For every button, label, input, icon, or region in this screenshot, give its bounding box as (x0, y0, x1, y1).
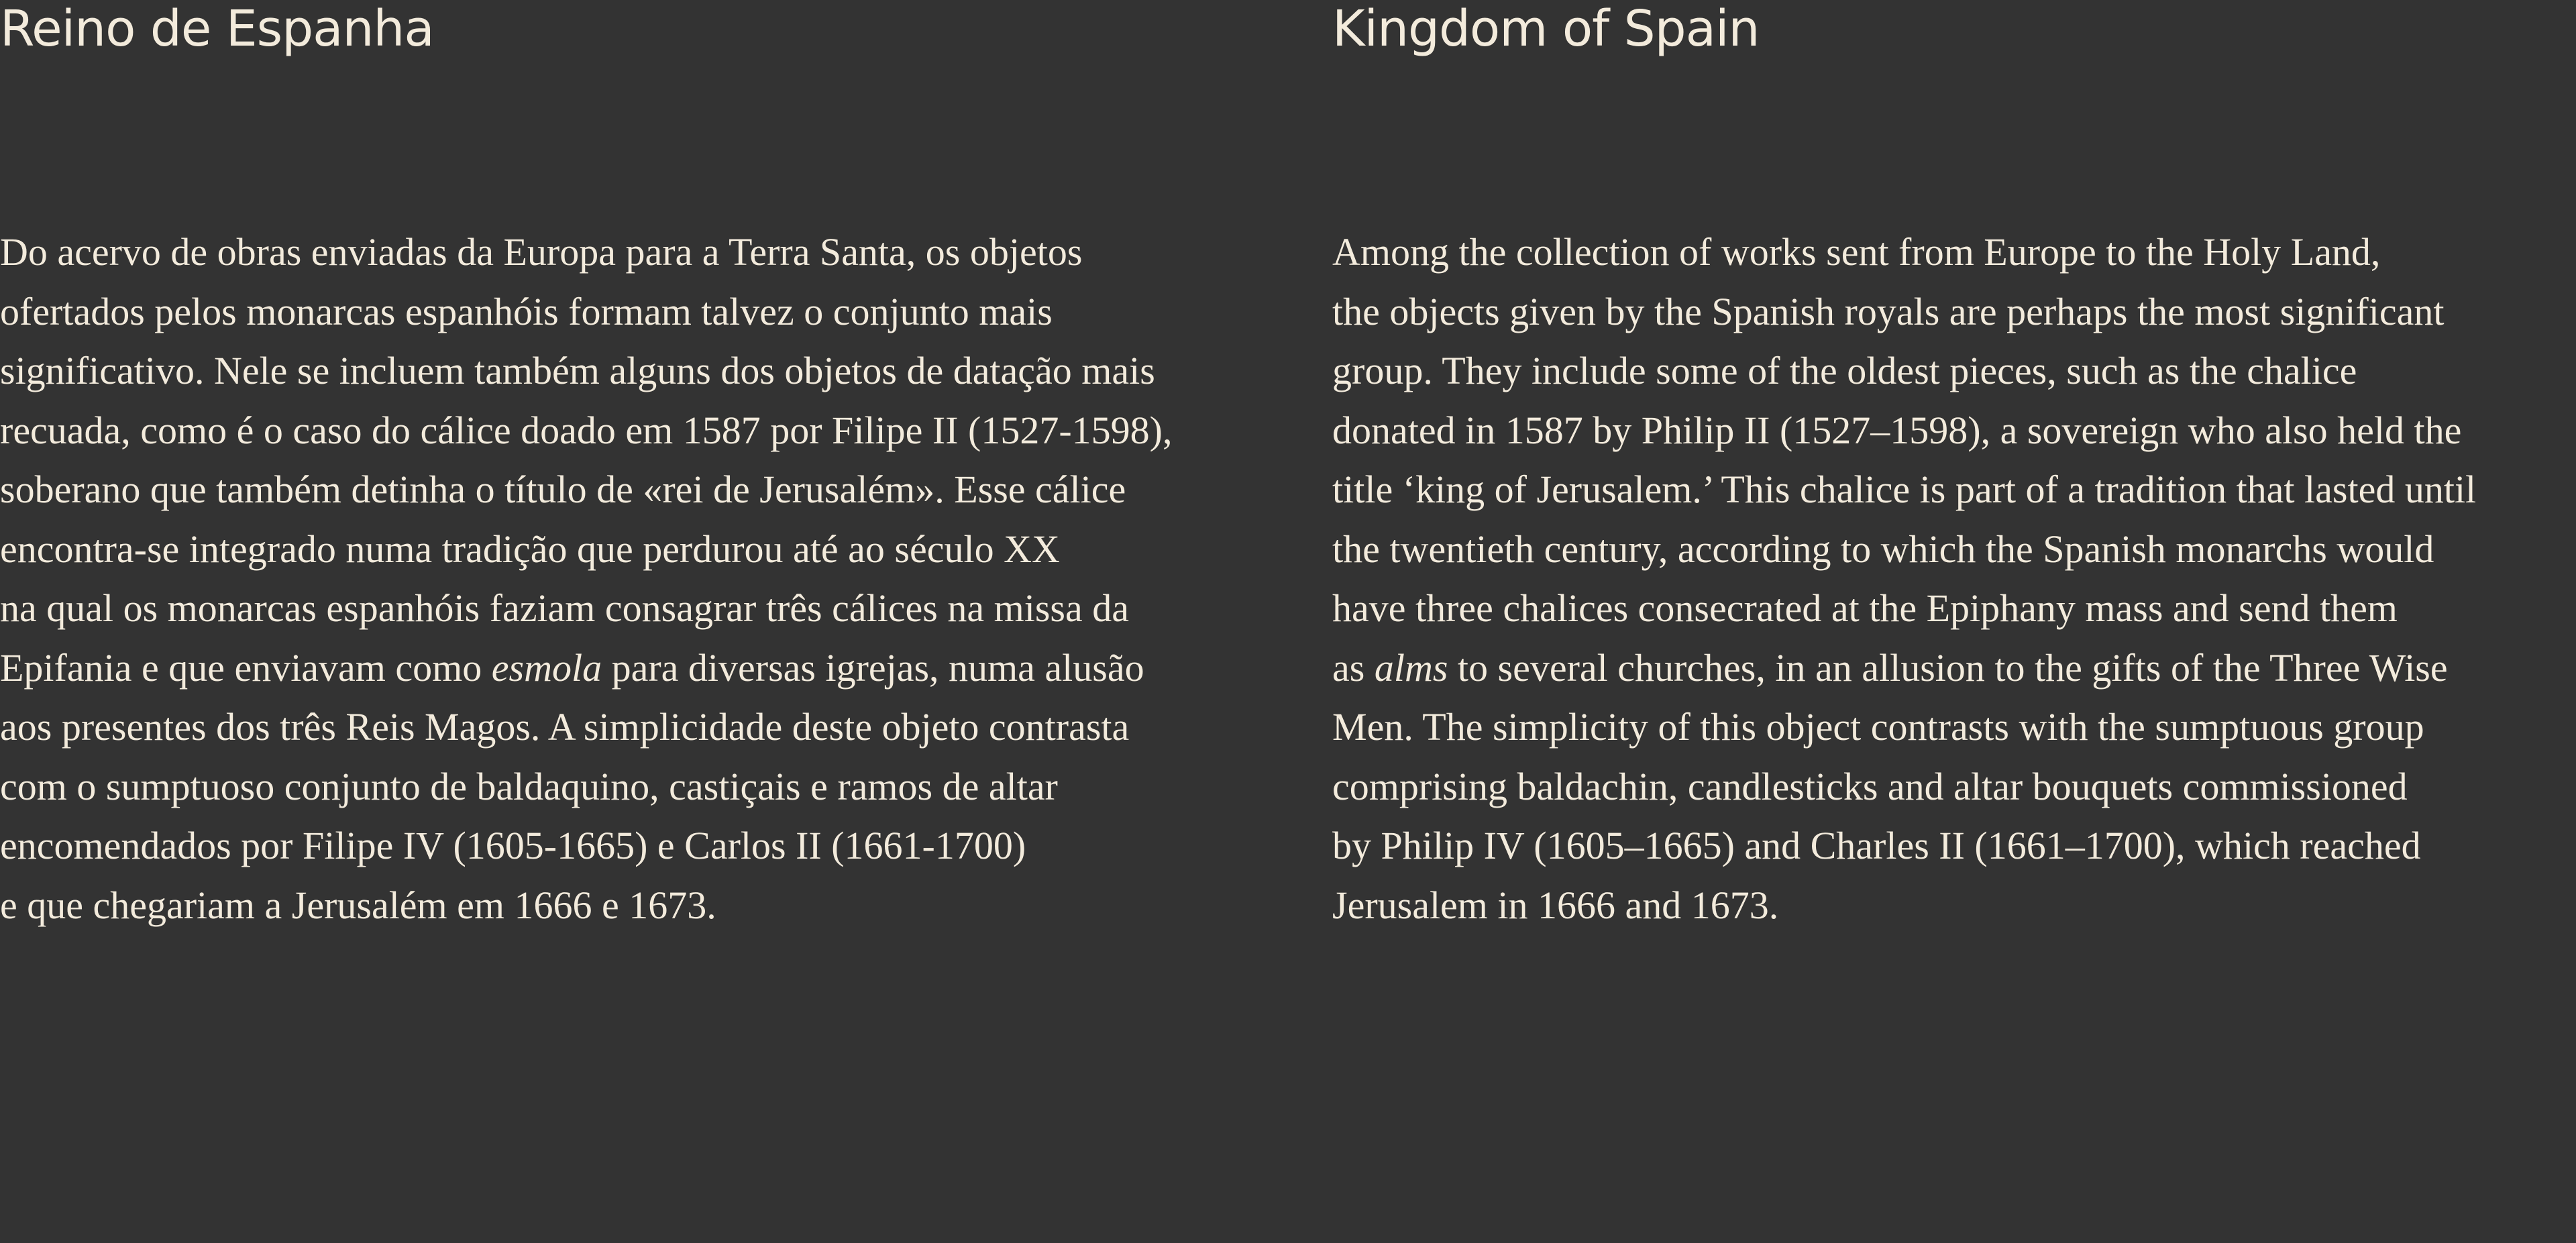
text-segment: para diversas igrejas, numa alusão (602, 645, 1144, 690)
text-line: Do acervo de obras enviadas da Europa para a Terra Santa, os objetos (0, 230, 1083, 274)
text-line (0, 639, 1172, 698)
text-line: encontra-se integrado numa tradição que perdurou até ao século XX (0, 527, 1060, 571)
portuguese-body (0, 223, 1172, 935)
text-line: soberano que também detinha o título de «rei de Jerusalém». Esse cálice (0, 468, 1126, 511)
text-line: group. They include some of the oldest pieces, such as the chalice (1332, 349, 2357, 392)
text-line: Jerusalem in 1666 and 1673. (1332, 883, 1779, 927)
italic-term: esmola (491, 645, 602, 690)
english-column (1332, 0, 2576, 927)
text-segment: as (1332, 645, 1375, 690)
text-line: have three chalices consecrated at the Epiphany mass and send them (1332, 586, 2398, 630)
text-line: comprising baldachin, candlesticks and altar bouquets commissioned (1332, 764, 2408, 808)
text-line: na qual os monarcas espanhóis faziam consagrar três cálices na missa da (0, 586, 1129, 630)
text-line: title ‘king of Jerusalem.’ This chalice is part of a tradition that lasted until (1332, 468, 2477, 511)
text-line: Among the collection of works sent from Europe to the Holy Land, (1332, 230, 2381, 274)
text-line: e que chegariam a Jerusalém em 1666 e 1673. (0, 883, 716, 927)
text-line (1332, 639, 2476, 698)
english-body (1332, 223, 2476, 935)
text-line: recuada, como é o caso do cálice doado em 1587 por Filipe II (1527-1598), (0, 408, 1173, 452)
text-line: Men. The simplicity of this object contrasts with the sumptuous group (1332, 705, 2424, 749)
portuguese-column (0, 0, 1248, 927)
text-line: aos presentes dos três Reis Magos. A simplicidade deste objeto contrasta (0, 705, 1130, 749)
text-line: the objects given by the Spanish royals are perhaps the most significant (1332, 289, 2445, 333)
text-segment: Epifania e que enviavam como (0, 645, 492, 690)
text-line: com o sumptuoso conjunto de baldaquino, castiçais e ramos de altar (0, 764, 1058, 808)
portuguese-title: Reino de Espanha (0, 0, 434, 58)
text-line: significativo. Nele se incluem também alguns dos objetos de datação mais (0, 349, 1155, 392)
text-line: by Philip IV (1605–1665) and Charles II (1661–1700), which reached (1332, 824, 2421, 867)
text-line: donated in 1587 by Philip II (1527–1598), a sovereign who also held the (1332, 408, 2462, 452)
text-line: ofertados pelos monarcas espanhóis formam talvez o conjunto mais (0, 289, 1053, 333)
english-title: Kingdom of Spain (1332, 0, 1760, 58)
italic-term: alms (1374, 645, 1448, 690)
text-line: the twentieth century, according to which the Spanish monarchs would (1332, 527, 2434, 571)
text-segment: to several churches, in an allusion to the gifts of the Three Wise (1448, 645, 2448, 690)
text-line: encomendados por Filipe IV (1605-1665) e Carlos II (1661-1700) (0, 824, 1026, 867)
